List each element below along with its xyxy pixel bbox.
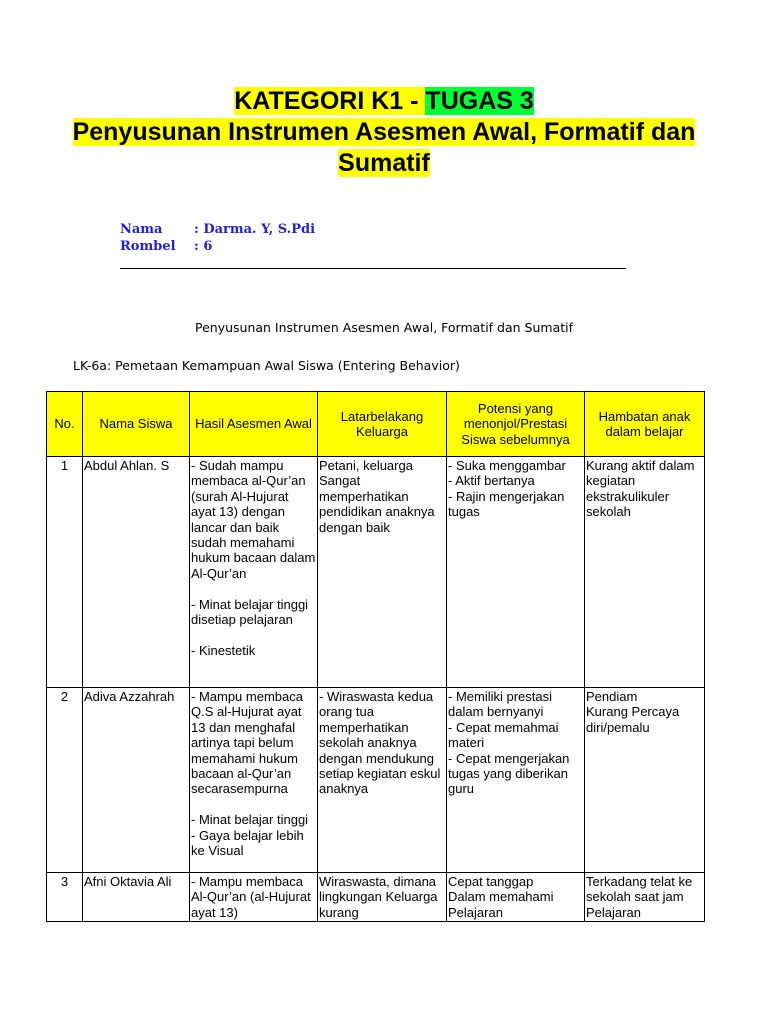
cell-hambatan: Terkadang telat ke sekolah saat jam Pelajaran [585,873,705,922]
cell-hasil: - Mampu membaca Al-Qur’an (al-Hujurat ayat 13) [190,873,318,922]
cell-potensi: Cepat tanggap Dalam memahami Pelajaran [447,873,585,922]
header-nama-siswa: Nama Siswa [83,392,190,457]
cell-hambatan: Kurang aktif dalam kegiatan ekstrakulikuler sekolah [585,457,705,688]
title-line-2: Penyusunan Instrumen Asesmen Awal, Formatif dan [72,118,696,146]
teacher-info [120,221,315,255]
worksheet-title: LK-6a: Pemetaan Kemampuan Awal Siswa (Entering Behavior) [73,358,460,373]
title-line-1 [0,86,768,117]
cell-hambatan: Pendiam Kurang Percaya diri/pemalu [585,688,705,873]
table-row [47,688,705,873]
name-row [120,221,315,238]
header-hasil-asesmen: Hasil Asesmen Awal [190,392,318,457]
table-row [47,873,705,922]
rombel-row [120,238,315,255]
cell-latar: - Wiraswasta kedua orang tua memperhatikan sekolah anaknya dengan mendukung setiap kegiatan eskul anaknya [318,688,447,873]
table-row [47,457,705,688]
header-latarbelakang: Latarbelakang Keluarga [318,392,447,457]
rombel-label: Rombel [120,239,176,254]
cell-nama: Afni Oktavia Ali [83,873,190,922]
name-label: Nama [120,222,163,237]
cell-no: 2 [47,688,83,873]
divider-line [120,268,626,269]
header-hambatan: Hambatan anak dalam belajar [585,392,705,457]
header-no: No. [47,392,83,457]
cell-hasil: - Mampu membaca Q.S al-Hujurat ayat 13 dan menghafal artinya tapi belum memahami hukum bacaan al-Qur’an secarasempurna - Minat belajar tinggi - Gaya belajar lebih ke Visual [190,688,318,873]
cell-hasil: - Sudah mampu membaca al-Qur’an (surah Al-Hujurat ayat 13) dengan lancar dan baik sudah memahami hukum bacaan dalam Al-Qur’an - Minat belajar tinggi disetiap pelajaran - Kinestetik [190,457,318,688]
title-task: TUGAS 3 [425,87,534,115]
cell-potensi: - Memiliki prestasi dalam bernyanyi - Cepat memahmai materi - Cepat mengerjakan tugas yang diberikan guru [447,688,585,873]
cell-no: 1 [47,457,83,688]
rombel-value: : 6 [194,239,213,254]
section-subtitle: Penyusunan Instrumen Asesmen Awal, Formatif dan Sumatif [194,320,573,335]
cell-potensi: - Suka menggambar - Aktif bertanya - Rajin mengerjakan tugas [447,457,585,688]
cell-no: 3 [47,873,83,922]
name-value: : Darma. Y, S.Pdi [194,222,316,237]
table-header-row [47,392,705,457]
cell-latar: Petani, keluarga Sangat memperhatikan pendidikan anaknya dengan baik [318,457,447,688]
document-title [0,86,768,179]
title-line-3: Sumatif [338,149,430,177]
student-mapping-table [46,391,705,922]
title-category: KATEGORI K1 - [234,87,426,115]
cell-latar: Wiraswasta, dimana lingkungan Keluarga kurang [318,873,447,922]
cell-nama: Abdul Ahlan. S [83,457,190,688]
cell-nama: Adiva Azzahrah [83,688,190,873]
header-potensi: Potensi yang menonjol/Prestasi Siswa sebelumnya [447,392,585,457]
